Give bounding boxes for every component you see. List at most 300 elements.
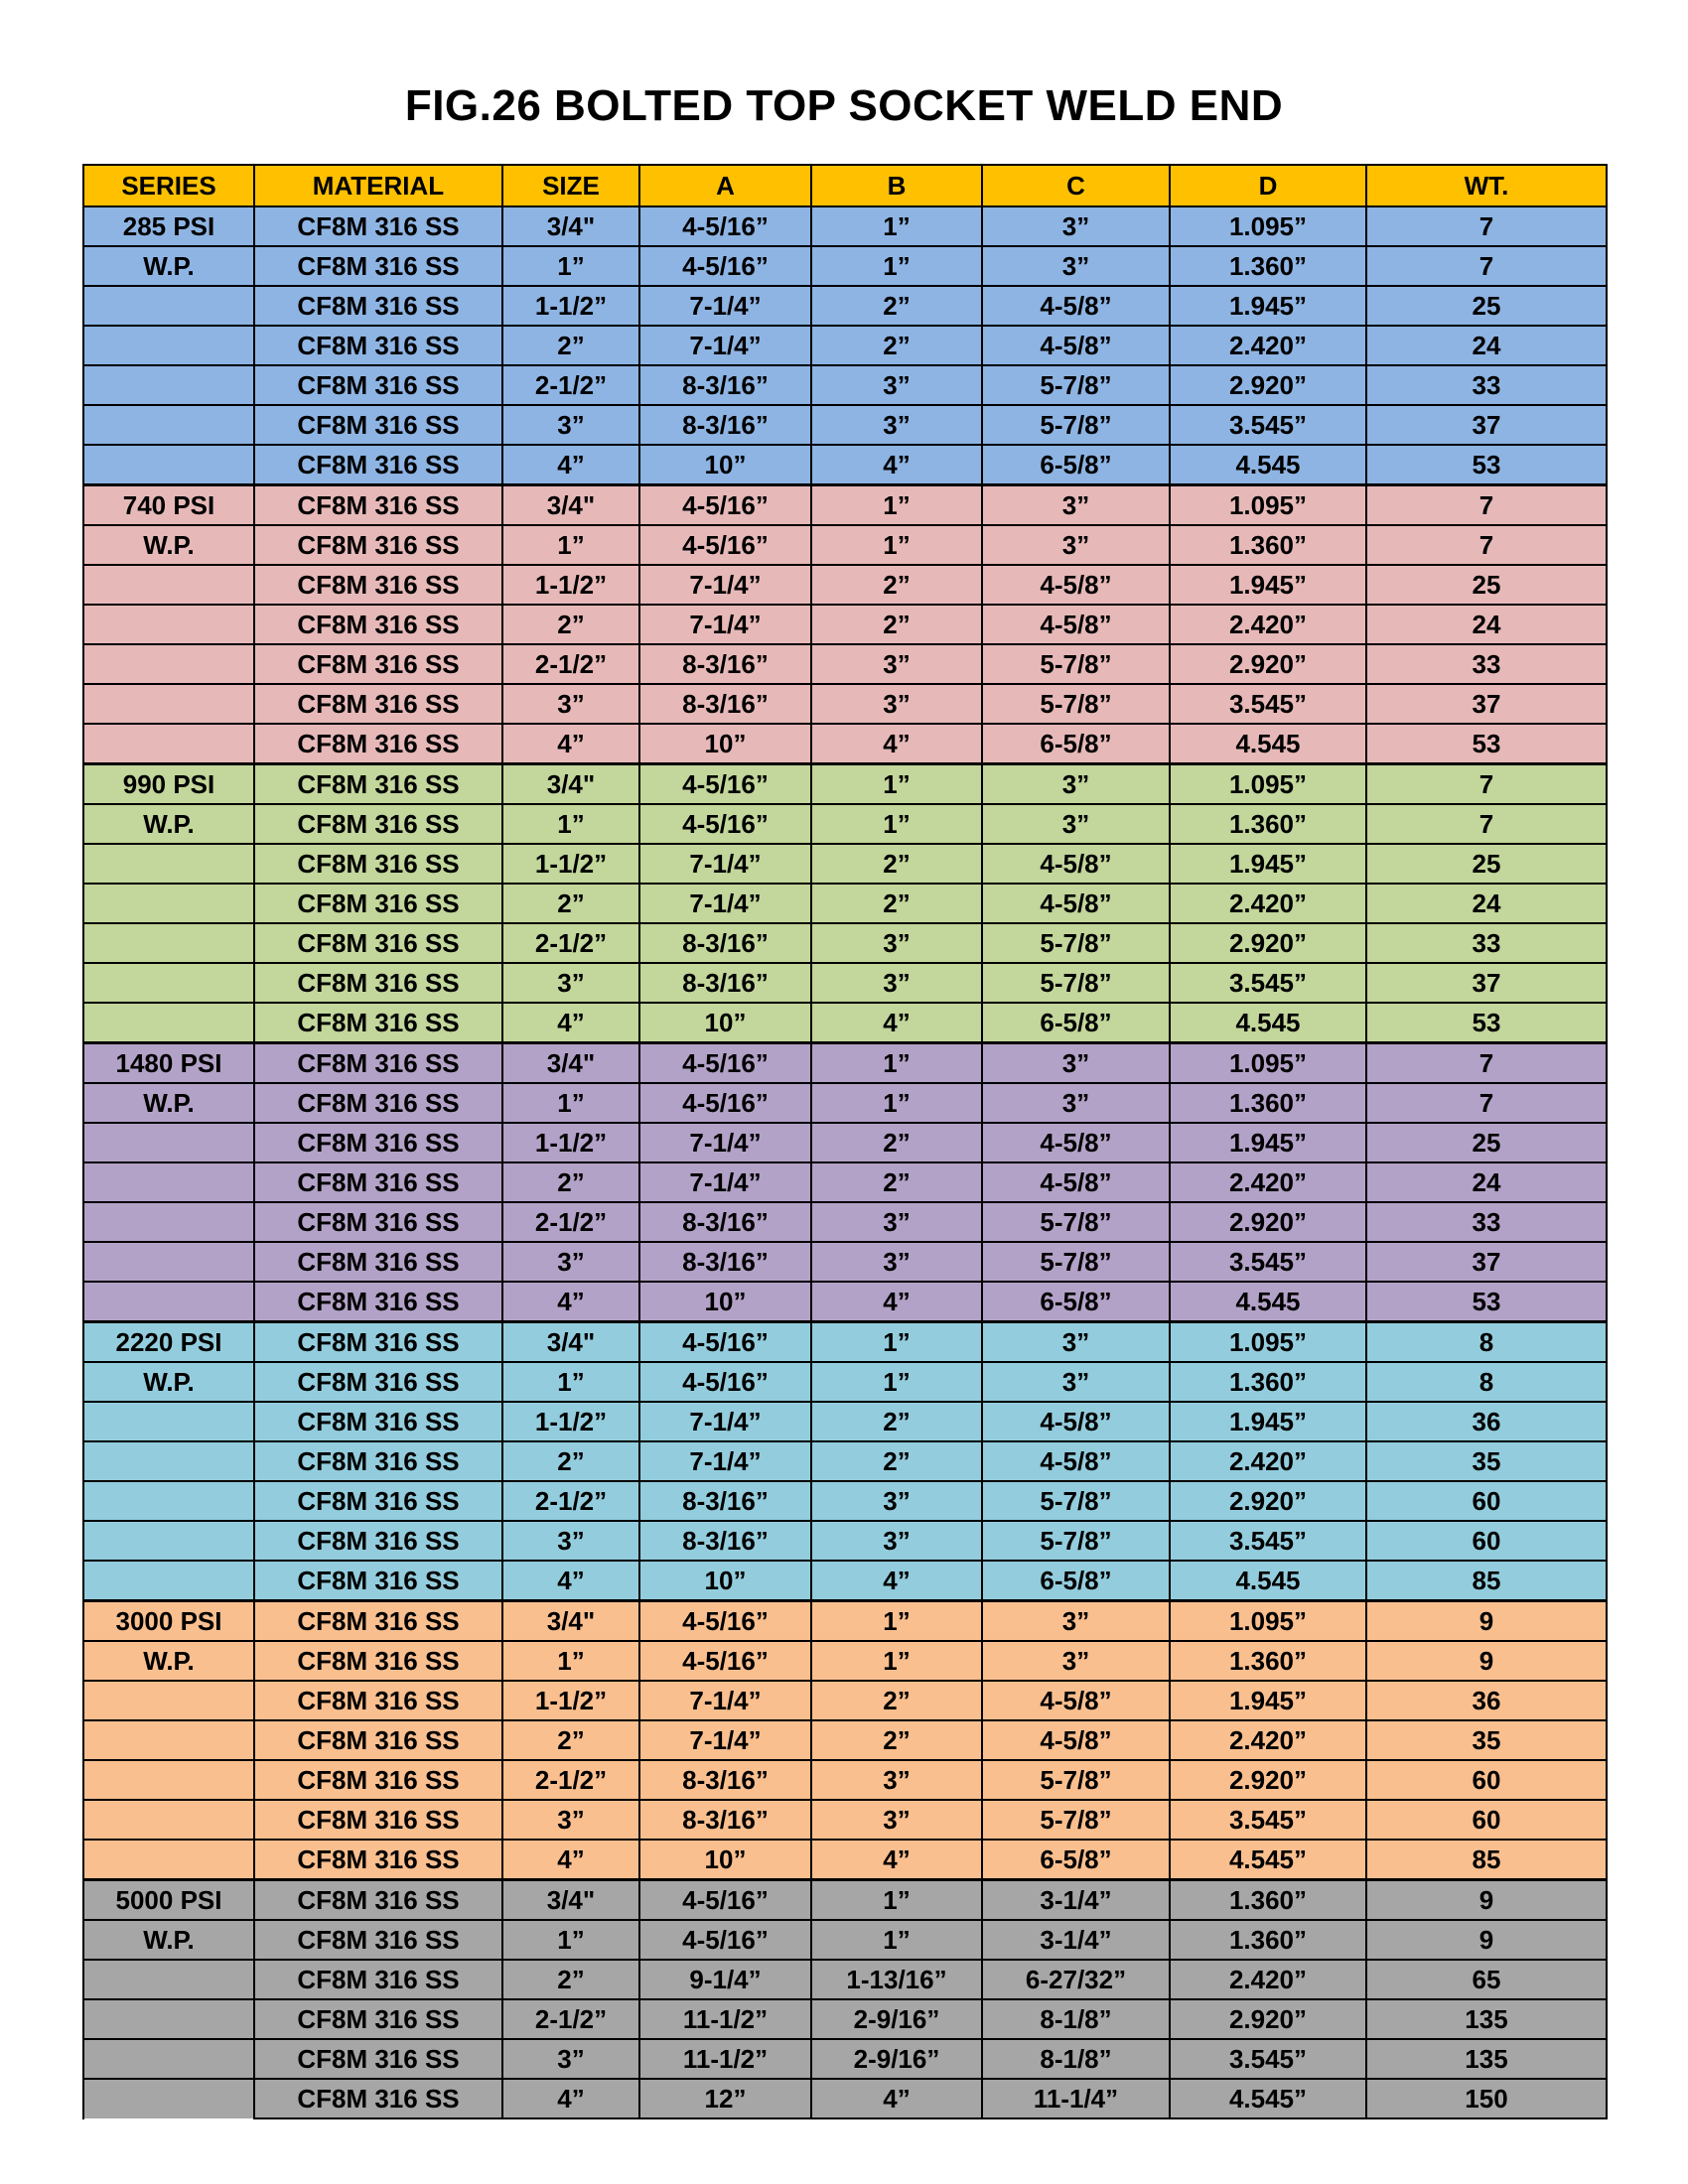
b-cell: 2” [811,565,982,605]
material-cell: CF8M 316 SS [254,286,502,326]
wt-cell: 37 [1366,684,1607,724]
table-row [83,2039,1607,2079]
series-cell [83,365,254,405]
a-cell: 10” [639,445,811,485]
b-cell: 3” [811,365,982,405]
c-cell: 3-1/4” [982,1920,1170,1960]
c-cell: 5-7/8” [982,1481,1170,1521]
a-cell: 4-5/16” [639,1322,811,1363]
c-cell: 3” [982,206,1170,246]
d-cell: 3.545” [1170,2039,1366,2079]
table-row [83,1003,1607,1043]
table-row [83,804,1607,844]
header-material: MATERIAL [254,165,502,206]
c-cell: 5-7/8” [982,405,1170,445]
wt-cell: 60 [1366,1800,1607,1840]
c-cell: 5-7/8” [982,684,1170,724]
table-row [83,1481,1607,1521]
material-cell: CF8M 316 SS [254,206,502,246]
material-cell: CF8M 316 SS [254,1003,502,1043]
d-cell: 1.360” [1170,1880,1366,1921]
table-row [83,844,1607,884]
series-cell [83,326,254,365]
table-row [83,1960,1607,1999]
material-cell: CF8M 316 SS [254,684,502,724]
table-row [83,1880,1607,1921]
table-row [83,1402,1607,1441]
size-cell: 2” [502,1720,639,1760]
b-cell: 2” [811,884,982,923]
table-row [83,1920,1607,1960]
a-cell: 4-5/16” [639,1641,811,1681]
b-cell: 4” [811,445,982,485]
material-cell: CF8M 316 SS [254,565,502,605]
b-cell: 3” [811,1760,982,1800]
table-row [83,1800,1607,1840]
c-cell: 5-7/8” [982,923,1170,963]
series-cell [83,405,254,445]
material-cell: CF8M 316 SS [254,1242,502,1282]
table-row [83,445,1607,485]
a-cell: 11-1/2” [639,2039,811,2079]
material-cell: CF8M 316 SS [254,1083,502,1123]
wt-cell: 7 [1366,804,1607,844]
table-row [83,1601,1607,1642]
c-cell: 8-1/8” [982,2039,1170,2079]
a-cell: 8-3/16” [639,365,811,405]
wt-cell: 60 [1366,1760,1607,1800]
d-cell: 1.360” [1170,804,1366,844]
d-cell: 3.545” [1170,963,1366,1003]
c-cell: 5-7/8” [982,644,1170,684]
b-cell: 4” [811,724,982,764]
b-cell: 1” [811,485,982,526]
wt-cell: 60 [1366,1481,1607,1521]
size-cell: 2” [502,1441,639,1481]
size-cell: 1-1/2” [502,286,639,326]
wt-cell: 85 [1366,1840,1607,1880]
d-cell: 4.545 [1170,1282,1366,1322]
a-cell: 7-1/4” [639,1123,811,1162]
material-cell: CF8M 316 SS [254,525,502,565]
wt-cell: 25 [1366,844,1607,884]
series-cell [83,923,254,963]
table-row [83,923,1607,963]
material-cell: CF8M 316 SS [254,1840,502,1880]
series-cell: W.P. [83,525,254,565]
c-cell: 6-5/8” [982,445,1170,485]
wt-cell: 9 [1366,1601,1607,1642]
size-cell: 3” [502,405,639,445]
series-cell [83,2039,254,2079]
a-cell: 4-5/16” [639,804,811,844]
a-cell: 4-5/16” [639,525,811,565]
d-cell: 2.920” [1170,1202,1366,1242]
table-row [83,286,1607,326]
material-cell: CF8M 316 SS [254,1960,502,1999]
wt-cell: 53 [1366,445,1607,485]
d-cell: 1.095” [1170,1043,1366,1084]
a-cell: 8-3/16” [639,1521,811,1561]
table-row [83,1322,1607,1363]
wt-cell: 135 [1366,2039,1607,2079]
wt-cell: 53 [1366,1003,1607,1043]
material-cell: CF8M 316 SS [254,1760,502,1800]
size-cell: 2” [502,884,639,923]
series-cell [83,1760,254,1800]
size-cell: 4” [502,445,639,485]
material-cell: CF8M 316 SS [254,365,502,405]
series-cell [83,1162,254,1202]
a-cell: 4-5/16” [639,1362,811,1402]
table-row [83,1043,1607,1084]
b-cell: 4” [811,1282,982,1322]
c-cell: 5-7/8” [982,963,1170,1003]
size-cell: 3/4" [502,206,639,246]
a-cell: 4-5/16” [639,1880,811,1921]
table-row [83,405,1607,445]
size-cell: 4” [502,724,639,764]
d-cell: 4.545 [1170,724,1366,764]
series-cell [83,1481,254,1521]
wt-cell: 37 [1366,405,1607,445]
size-cell: 2” [502,1162,639,1202]
b-cell: 1” [811,1083,982,1123]
series-cell [83,1840,254,1880]
wt-cell: 53 [1366,724,1607,764]
table-body [83,206,1607,2118]
c-cell: 4-5/8” [982,1720,1170,1760]
b-cell: 3” [811,923,982,963]
size-cell: 4” [502,2079,639,2118]
d-cell: 1.095” [1170,1601,1366,1642]
b-cell: 3” [811,1800,982,1840]
c-cell: 3” [982,485,1170,526]
table-row [83,1760,1607,1800]
b-cell: 4” [811,1003,982,1043]
c-cell: 3” [982,246,1170,286]
b-cell: 4” [811,1840,982,1880]
wt-cell: 24 [1366,326,1607,365]
material-cell: CF8M 316 SS [254,445,502,485]
d-cell: 1.360” [1170,1641,1366,1681]
material-cell: CF8M 316 SS [254,1800,502,1840]
series-label: 285 PSI [83,206,254,246]
header-c: C [982,165,1170,206]
c-cell: 3” [982,1083,1170,1123]
series-cell [83,445,254,485]
d-cell: 3.545” [1170,684,1366,724]
table-row [83,565,1607,605]
series-cell: W.P. [83,246,254,286]
size-cell: 1-1/2” [502,1123,639,1162]
wt-cell: 24 [1366,1162,1607,1202]
wt-cell: 9 [1366,1880,1607,1921]
wt-cell: 24 [1366,884,1607,923]
series-cell [83,1999,254,2039]
series-cell [83,1402,254,1441]
wt-cell: 8 [1366,1362,1607,1402]
size-cell: 2-1/2” [502,365,639,405]
c-cell: 3” [982,804,1170,844]
series-cell [83,1521,254,1561]
wt-cell: 7 [1366,1043,1607,1084]
b-cell: 2” [811,1720,982,1760]
b-cell: 1” [811,206,982,246]
d-cell: 4.545” [1170,2079,1366,2118]
wt-cell: 36 [1366,1681,1607,1720]
series-cell [83,605,254,644]
size-cell: 1” [502,246,639,286]
material-cell: CF8M 316 SS [254,1402,502,1441]
header-b: B [811,165,982,206]
table-row [83,1641,1607,1681]
b-cell: 1” [811,804,982,844]
a-cell: 10” [639,1840,811,1880]
series-cell [83,286,254,326]
a-cell: 12” [639,2079,811,2118]
a-cell: 7-1/4” [639,1720,811,1760]
material-cell: CF8M 316 SS [254,764,502,805]
material-cell: CF8M 316 SS [254,2079,502,2118]
series-cell: W.P. [83,1083,254,1123]
series-cell: W.P. [83,1920,254,1960]
table-row [83,326,1607,365]
wt-cell: 7 [1366,1083,1607,1123]
series-cell [83,1202,254,1242]
material-cell: CF8M 316 SS [254,326,502,365]
wt-cell: 7 [1366,764,1607,805]
size-cell: 2-1/2” [502,1481,639,1521]
d-cell: 1.945” [1170,1123,1366,1162]
table-row [83,1999,1607,2039]
c-cell: 4-5/8” [982,1162,1170,1202]
c-cell: 11-1/4” [982,2079,1170,2118]
d-cell: 2.920” [1170,1481,1366,1521]
series-label: 990 PSI [83,764,254,805]
d-cell: 2.420” [1170,1441,1366,1481]
a-cell: 8-3/16” [639,684,811,724]
size-cell: 2” [502,1960,639,1999]
c-cell: 3” [982,1362,1170,1402]
d-cell: 1.095” [1170,1322,1366,1363]
c-cell: 5-7/8” [982,365,1170,405]
table-header [83,165,1607,206]
series-cell [83,1960,254,1999]
c-cell: 3” [982,1641,1170,1681]
size-cell: 3” [502,1521,639,1561]
a-cell: 8-3/16” [639,644,811,684]
series-label: 3000 PSI [83,1601,254,1642]
a-cell: 4-5/16” [639,206,811,246]
wt-cell: 7 [1366,206,1607,246]
series-cell: W.P. [83,1641,254,1681]
spec-table [82,164,1608,2119]
a-cell: 10” [639,1561,811,1601]
size-cell: 3” [502,1242,639,1282]
wt-cell: 135 [1366,1999,1607,2039]
b-cell: 3” [811,1521,982,1561]
c-cell: 5-7/8” [982,1242,1170,1282]
b-cell: 2” [811,605,982,644]
a-cell: 10” [639,724,811,764]
c-cell: 3-1/4” [982,1880,1170,1921]
d-cell: 1.360” [1170,246,1366,286]
c-cell: 6-5/8” [982,1561,1170,1601]
series-label: 740 PSI [83,485,254,526]
header-d: D [1170,165,1366,206]
b-cell: 3” [811,684,982,724]
table-row [83,605,1607,644]
series-cell [83,963,254,1003]
material-cell: CF8M 316 SS [254,724,502,764]
b-cell: 1” [811,1880,982,1921]
table-row [83,1441,1607,1481]
d-cell: 3.545” [1170,1800,1366,1840]
b-cell: 3” [811,644,982,684]
wt-cell: 37 [1366,963,1607,1003]
size-cell: 2” [502,326,639,365]
material-cell: CF8M 316 SS [254,1521,502,1561]
size-cell: 1” [502,804,639,844]
wt-cell: 53 [1366,1282,1607,1322]
size-cell: 2-1/2” [502,644,639,684]
series-cell [83,1800,254,1840]
wt-cell: 60 [1366,1521,1607,1561]
size-cell: 3” [502,1800,639,1840]
material-cell: CF8M 316 SS [254,1043,502,1084]
size-cell: 4” [502,1561,639,1601]
c-cell: 4-5/8” [982,1441,1170,1481]
material-cell: CF8M 316 SS [254,1162,502,1202]
c-cell: 4-5/8” [982,884,1170,923]
table-row [83,1202,1607,1242]
d-cell: 2.420” [1170,884,1366,923]
d-cell: 2.920” [1170,644,1366,684]
a-cell: 4-5/16” [639,1601,811,1642]
c-cell: 5-7/8” [982,1800,1170,1840]
c-cell: 5-7/8” [982,1202,1170,1242]
d-cell: 1.360” [1170,525,1366,565]
size-cell: 1-1/2” [502,844,639,884]
size-cell: 1-1/2” [502,1681,639,1720]
size-cell: 1” [502,1362,639,1402]
material-cell: CF8M 316 SS [254,1481,502,1521]
wt-cell: 33 [1366,644,1607,684]
a-cell: 8-3/16” [639,1481,811,1521]
a-cell: 7-1/4” [639,1162,811,1202]
table-row [83,1362,1607,1402]
d-cell: 1.360” [1170,1362,1366,1402]
series-cell [83,1282,254,1322]
material-cell: CF8M 316 SS [254,1920,502,1960]
series-label: 5000 PSI [83,1880,254,1921]
material-cell: CF8M 316 SS [254,1202,502,1242]
d-cell: 2.420” [1170,1720,1366,1760]
table-row [83,1720,1607,1760]
c-cell: 4-5/8” [982,844,1170,884]
c-cell: 3” [982,764,1170,805]
a-cell: 7-1/4” [639,1402,811,1441]
size-cell: 2-1/2” [502,1760,639,1800]
size-cell: 3/4" [502,1322,639,1363]
table-row [83,525,1607,565]
material-cell: CF8M 316 SS [254,246,502,286]
table-row [83,684,1607,724]
c-cell: 6-5/8” [982,1840,1170,1880]
d-cell: 2.920” [1170,365,1366,405]
table-row [83,1561,1607,1601]
d-cell: 1.095” [1170,206,1366,246]
series-cell [83,1441,254,1481]
b-cell: 2” [811,1162,982,1202]
c-cell: 6-5/8” [982,724,1170,764]
a-cell: 7-1/4” [639,884,811,923]
size-cell: 2-1/2” [502,1999,639,2039]
b-cell: 2” [811,1123,982,1162]
series-cell [83,684,254,724]
c-cell: 4-5/8” [982,326,1170,365]
page-title: FIG.26 BOLTED TOP SOCKET WELD END [404,81,1284,130]
c-cell: 6-5/8” [982,1282,1170,1322]
table-row [83,764,1607,805]
table-row [83,246,1607,286]
b-cell: 4” [811,2079,982,2118]
d-cell: 4.545 [1170,1561,1366,1601]
table-row [83,1681,1607,1720]
a-cell: 4-5/16” [639,246,811,286]
material-cell: CF8M 316 SS [254,1123,502,1162]
wt-cell: 35 [1366,1720,1607,1760]
a-cell: 4-5/16” [639,1083,811,1123]
b-cell: 1” [811,1641,982,1681]
series-cell [83,1561,254,1601]
header-series: SERIES [83,165,254,206]
a-cell: 8-3/16” [639,1800,811,1840]
table-row [83,644,1607,684]
size-cell: 1-1/2” [502,1402,639,1441]
series-cell [83,565,254,605]
c-cell: 3” [982,1601,1170,1642]
wt-cell: 33 [1366,923,1607,963]
series-cell [83,1123,254,1162]
a-cell: 8-3/16” [639,405,811,445]
b-cell: 4” [811,1561,982,1601]
b-cell: 1-13/16” [811,1960,982,1999]
b-cell: 2-9/16” [811,1999,982,2039]
series-cell [83,1720,254,1760]
size-cell: 1” [502,1641,639,1681]
wt-cell: 25 [1366,565,1607,605]
d-cell: 4.545” [1170,1840,1366,1880]
d-cell: 4.545 [1170,1003,1366,1043]
material-cell: CF8M 316 SS [254,1681,502,1720]
material-cell: CF8M 316 SS [254,963,502,1003]
c-cell: 6-27/32” [982,1960,1170,1999]
wt-cell: 33 [1366,365,1607,405]
d-cell: 2.920” [1170,923,1366,963]
d-cell: 1.945” [1170,286,1366,326]
header-size: SIZE [502,165,639,206]
a-cell: 4-5/16” [639,1920,811,1960]
d-cell: 1.095” [1170,485,1366,526]
material-cell: CF8M 316 SS [254,644,502,684]
table-row [83,1242,1607,1282]
a-cell: 8-3/16” [639,963,811,1003]
c-cell: 4-5/8” [982,605,1170,644]
table-row [83,485,1607,526]
c-cell: 8-1/8” [982,1999,1170,2039]
